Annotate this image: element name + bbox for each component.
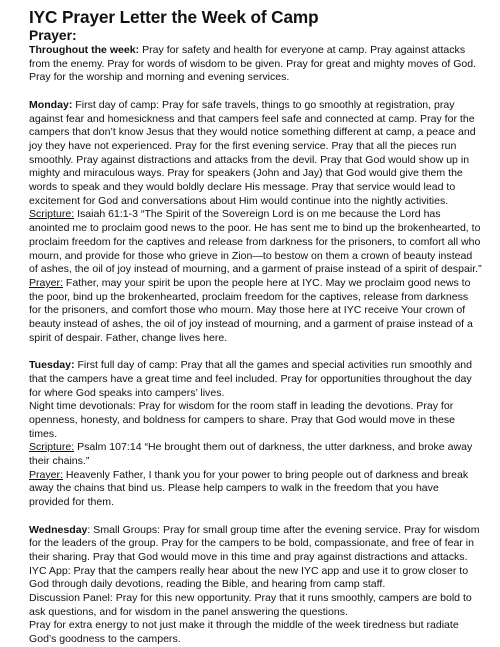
spacer <box>29 510 482 524</box>
tuesday-paragraph <box>29 359 482 400</box>
monday-paragraph <box>29 99 482 209</box>
prayer-heading: Prayer: <box>29 28 77 43</box>
throughout-label: Throughout the week: <box>29 44 140 56</box>
spacer <box>29 85 482 99</box>
wednesday-paragraph <box>29 524 482 565</box>
monday-prayer-label: Prayer: <box>29 276 63 289</box>
wednesday-app: IYC App: Pray that the campers really hear about the new IYC app and use it to grow closer to God through daily devotions, reading the Bible, and hearing from camp staff. <box>29 564 469 591</box>
tuesday-prayer <box>29 469 482 510</box>
throughout-text: Pray for safety and health for everyone at camp. Pray against attacks from the enemy. Pray for words of wisdom to be given. Pray for great and mighty moves of God. Pray for the worship and morning and evening services. <box>29 44 477 84</box>
wednesday-energy: Pray for extra energy to not just make it through the middle of the week tiredness but radiate God’s goodness to the campers. <box>29 619 459 646</box>
monday-prayer <box>29 277 482 346</box>
tuesday-scripture-text: Psalm 107:14 “He brought them out of darkness, the utter darkness, and broke away their chains.” <box>29 441 473 468</box>
tuesday-text: First full day of camp: Pray that all the games and special activities run smoothly and that the campers have a great time and feel included. Pray for opportunities throughout the day for where God speaks into campers’ lives. <box>29 359 472 399</box>
monday-label: Monday: <box>29 98 73 111</box>
throughout-week-paragraph <box>29 44 482 85</box>
spacer <box>29 345 482 359</box>
wednesday-panel: Discussion Panel: Pray for this new opportunity. Pray that it runs smoothly, campers are bold to ask questions, and for wisdom in the panel answering the questions. <box>29 592 472 618</box>
tuesday-prayer-text: Heavenly Father, I thank you for your power to bring people out of darkness and break away the chains that bind us. Please help campers to walk in the freedom that you have provided for them. <box>29 468 469 509</box>
document-title: IYC Prayer Letter the Week of Camp <box>29 7 319 27</box>
monday-prayer-text: Father, may your spirit be upon the people here at IYC. May we proclaim good news to the poor, bind up the brokenhearted, proclaim freedom for the captives, release from darkness for the prisoners, and comfort those who mourn. May those here at IYC receive Your crown of beauty instead of ashes, the oil of joy instead of mourning, and a garment of praise instead of a spirit of despair. Father, change lives here. <box>29 276 473 344</box>
monday-scripture <box>29 208 482 277</box>
tuesday-prayer-label: Prayer: <box>29 468 63 481</box>
tuesday-label: Tuesday: <box>29 359 75 372</box>
wednesday-text: : Small Groups: Pray for small group time after the evening service. Pray for wisdom for the leaders of the group. Pray for the campers to be bold, compassionate, and free of fear in their sharing. Pray that God would move in this time and pray against distractions and attacks. <box>29 523 480 563</box>
monday-text: First day of camp: Pray for safe travels, things to go smoothly at registration, pray against fear and homesickness and that campers feel safe and connected at camp. Pray for the campers that don’t know Jesus that they would notice something different at camp, a peace and joy they have not experienced. Pray for the first evening service. Pray that all the pieces run smoothly. Pray against distractions and attacks from the devil. Pray that God would show up in mighty and miraculous ways. Pray for speakers (John and Jay) that God would give them the words to speak and they would boldly declare His message. Pray that service would lead to excitement for God and conversations about Him would continue into the nightly activities. <box>29 98 476 207</box>
tuesday-scripture <box>29 441 482 468</box>
tuesday-scripture-label: Scripture: <box>29 441 75 454</box>
tuesday-devotionals: Night time devotionals: Pray for wisdom for the room staff in leading the devotions. Pray for openness, honesty, and boldness for campers to share. Pray that God would move in these times. <box>29 400 456 440</box>
wednesday-label: Wednesday <box>29 523 88 536</box>
monday-scripture-label: Scripture: <box>29 208 75 221</box>
monday-scripture-text: Isaiah 61:1-3 “The Spirit of the Sovereign Lord is on me because the Lord has anointed me to proclaim good news to the poor. He has sent me to bind up the brokenhearted, to proclaim freedom for the captives and release from darkness for the prisoners, to comfort all who mourn, and provide for those who grieve in Zion—to bestow on them a crown of beauty instead of ashes, the oil of joy instead of mourning, and a garment of praise instead of a spirit of despair.” <box>29 208 482 276</box>
